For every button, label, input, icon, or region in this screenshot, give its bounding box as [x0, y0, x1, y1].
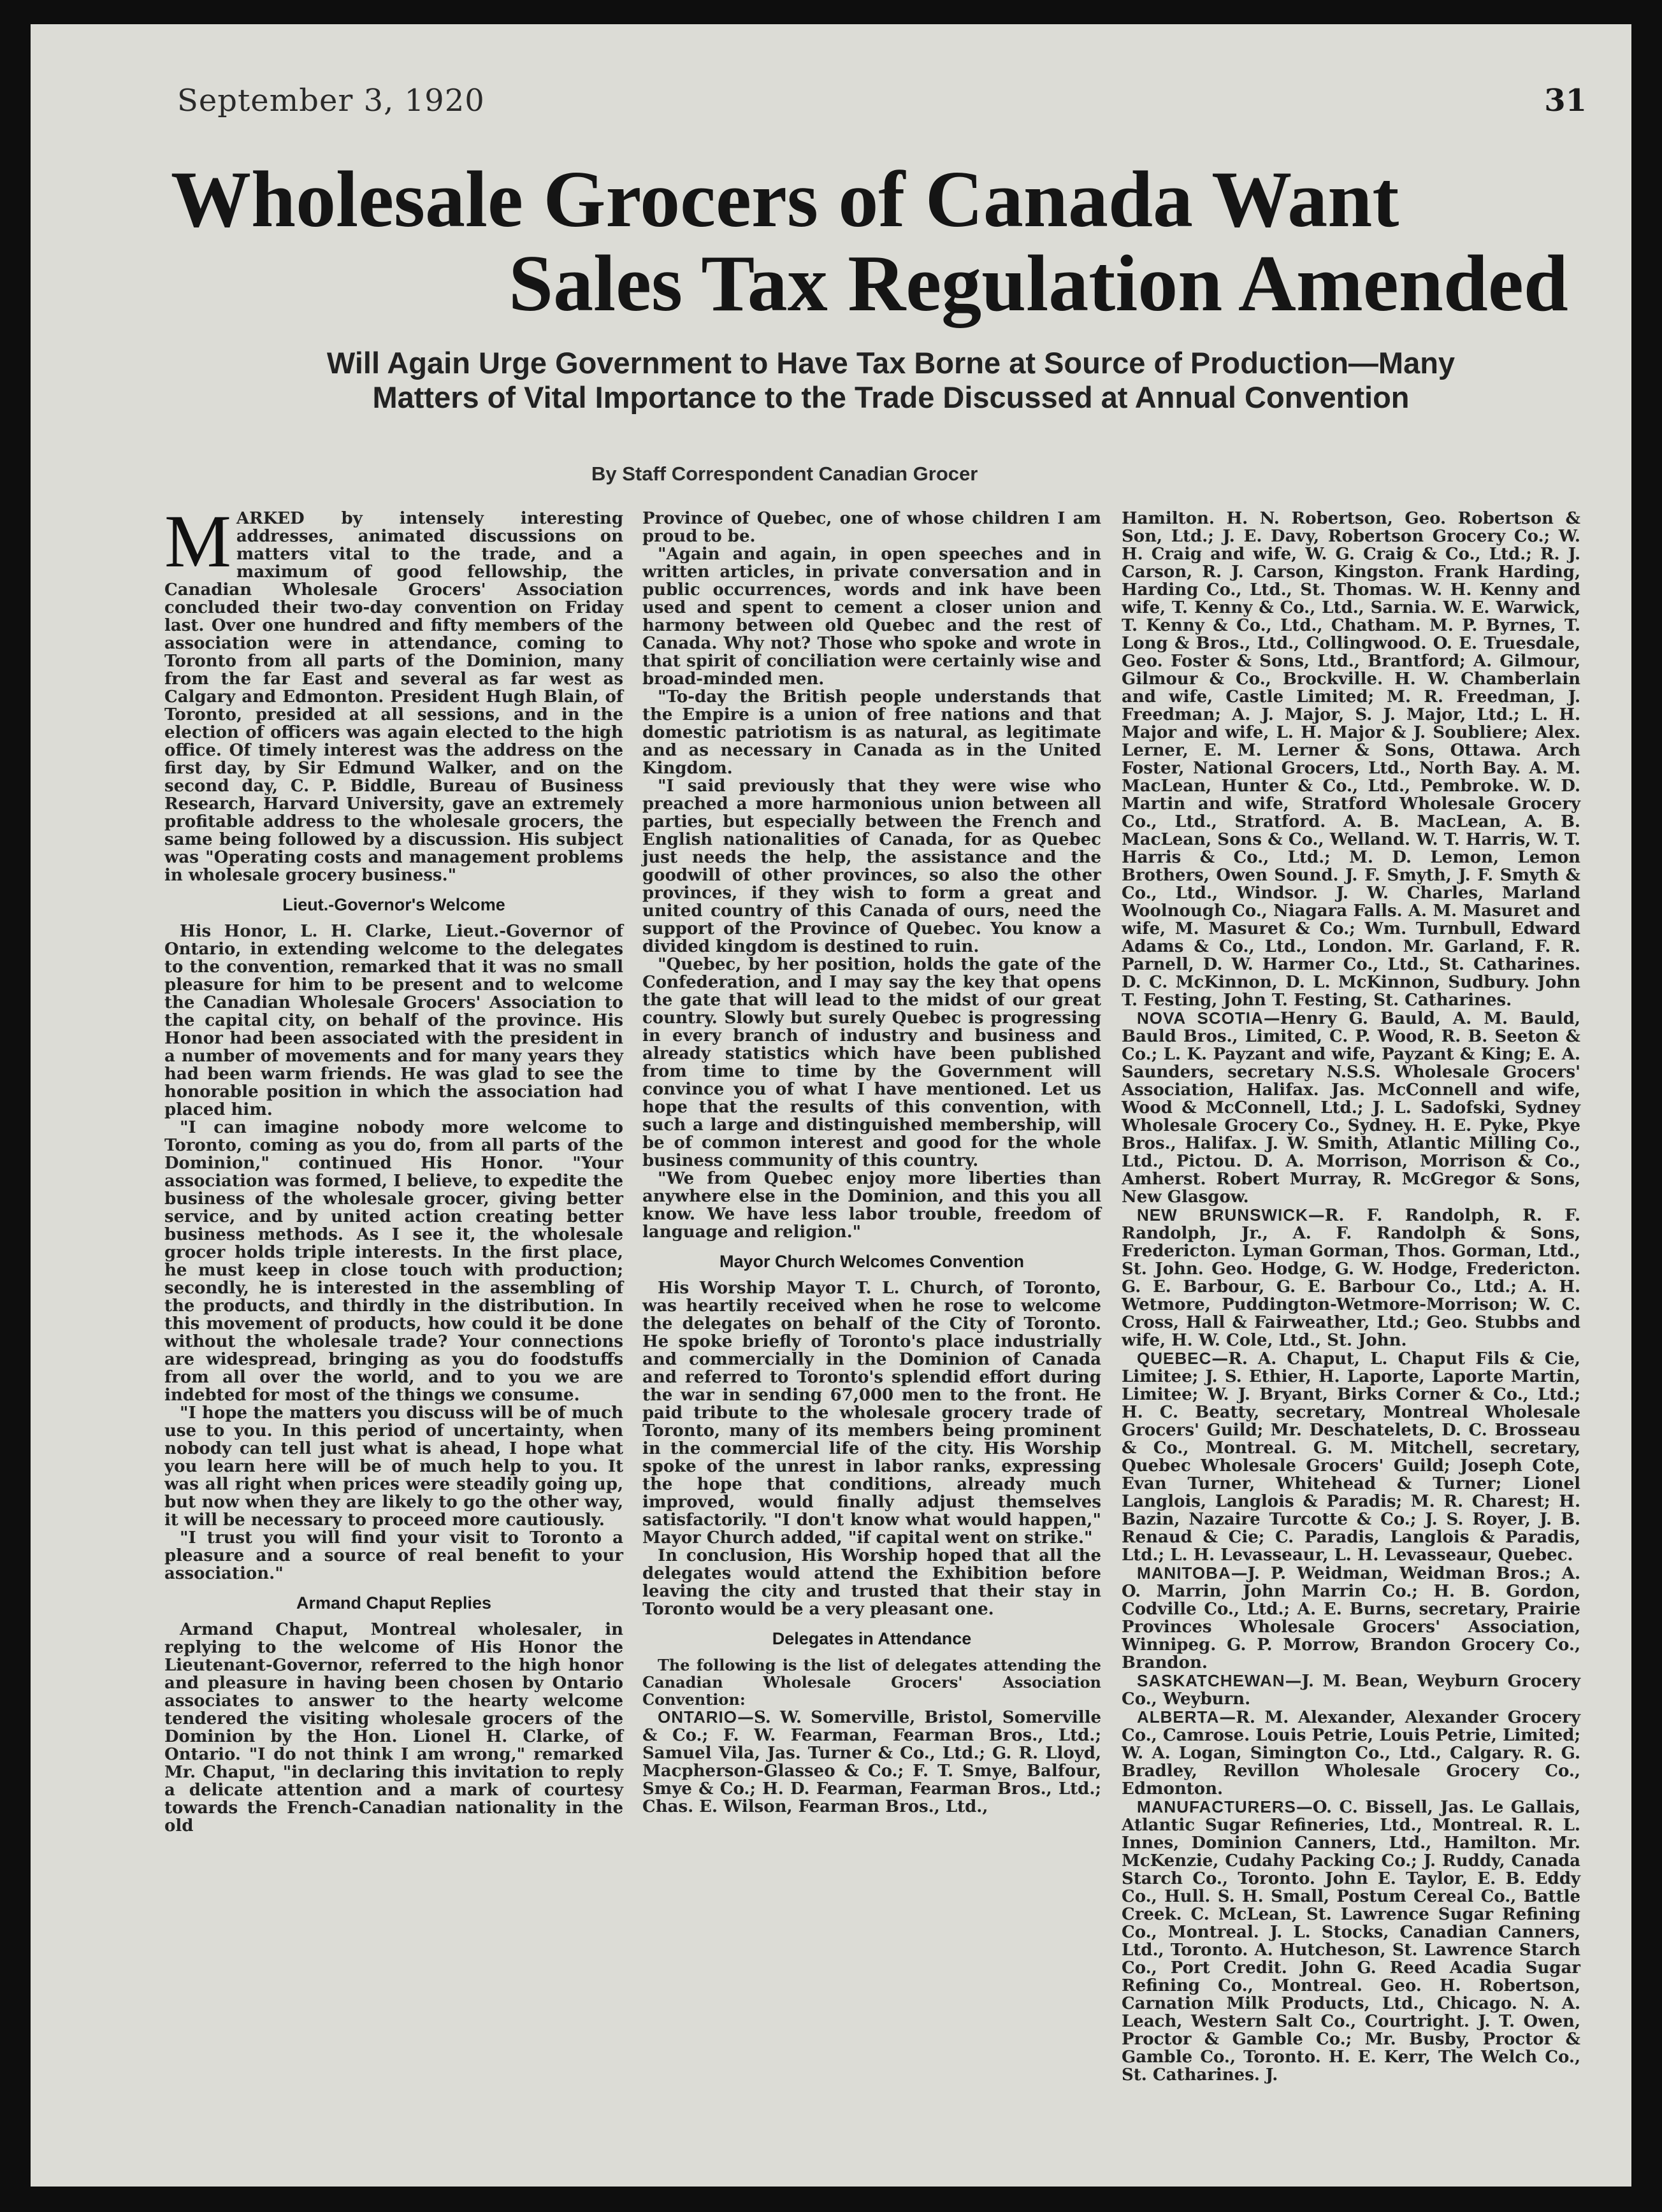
lead-text: ARKED by intensely interesting addresses, animated discussions on matters vital to the trade, and a maximum of good fellowship, the Canadian Wholesale Grocers' Association concluded their two-day convention on Friday last. Over one hundred and fifty members of the association were in attendance, coming to Toronto from all parts of the Dominion, many from the far East and several as far west as Calgary and Edmonton. President Hugh Blain, of Toronto, presided at all sessions, and in the election of officers was again elected to the high office. Of timely interest was the address on the first day, by Sir Edmund Walker, and on the second day, C. P. Biddle, Bureau of Business Research, Harvard University, gave an extremely profitable address to the wholesale grocers, the same being followed by a discussion. His subject was "Operating costs and management problems in wholesale grocery business." — [164, 509, 623, 885]
delegate-list: —R. F. Randolph, R. F. Randolph, Jr., A. F. Randolph & Sons, Fredericton. Lyman Gorman, Thos. Gorman, Ltd., St. John. Geo. Hodge, G. W. Hodge, Fredericton. G. E. Barbour, G. E. Barbour Co., Ltd.; A. H. Wetmore, Puddington-Wetmore-Morrison; W. C. Cross, Hall & Fairweather, Ltd.; Geo. Stubbs and wife, H. W. Cole, Ltd., St. John. — [1122, 1206, 1580, 1350]
province-label: MANITOBA — [1137, 1563, 1231, 1583]
paragraph: Province of Quebec, one of whose children I am proud to be. — [642, 509, 1101, 546]
province-label: ALBERTA — [1137, 1707, 1220, 1727]
page-number: 31 — [1544, 83, 1587, 118]
province-label: NEW BRUNSWICK — [1137, 1205, 1308, 1224]
paragraph: "I hope the matters you discuss will be of much use to you. In this period of uncertainty, when nobody can tell just what is ahead, I hope what you learn here will be of much help to you. It was all right when prices were steadily going up, but now when they are likely to go the other way, it will be necessary to proceed more cautiously. — [164, 1404, 623, 1530]
province-label: QUEBEC — [1137, 1349, 1212, 1368]
paragraph: "I can imagine nobody more welcome to Toronto, coming as you do, from all parts of the Dominion," continued His Honor. "Your association was formed, I believe, to expedite the business of the wholesale grocer, giving better service, and by united action creating better business methods. As I see it, the wholesale grocer holds triple interests. In the first place, he must keep in close touch with production; secondly, he is interested in the assembling of the products, and thirdly in the distribution. In this movement of products, how could it be done without the wholesale trade? Your connections are widespread, bringing as you do foodstuffs from all over the world, and to you we are indebted for most of the things we consume. — [164, 1118, 623, 1405]
delegates-quebec — [1122, 1349, 1580, 1564]
title-line-1: Wholesale Grocers of Canada Want — [171, 155, 1399, 244]
subheading-lieut-governor: Lieut.-Governor's Welcome — [282, 895, 505, 914]
article-title — [152, 155, 1617, 328]
delegate-list: Hamilton. H. N. Robertson, Geo. Robertson & Son, Ltd.; J. E. Davy, Robertson Grocery Co.; W. H. Craig and wife, W. G. Craig & Co., Ltd.; R. J. Carson, R. J. Carson, Kingston. Frank Harding, Harding Co., Ltd., St. Thomas. W. H. Kenny and wife, T. Kenny & Co., Ltd., Sarnia. W. E. Warwick, T. Kenny & Co., Ltd., Chatham. M. P. Byrnes, T. Long & Bros., Ltd., Collingwood. O. E. Truesdale, Geo. Foster & Sons, Ltd., Brantford; A. Gilmour, Gilmour & Co., Brockville. H. W. Chamberlain and wife, Castle Limited; M. R. Freedman, J. Freedman; A. J. Major, S. J. Major, Ltd.; L. H. Major and wife, L. H. Major & J. Soubliere; Alex. Lerner, E. M. Lerner & Sons, Ottawa. Arch Foster, National Grocers, Ltd., North Bay. A. M. MacLean, Hunter & Co., Ltd., Pembroke. W. D. Martin and wife, Stratford Wholesale Grocery Co., Ltd., Stratford. A. B. MacLean, A. B. MacLean, Sons & Co., Welland. W. T. Harris, W. T. Harris & Co., Ltd.; M. D. Lemon, Lemon Brothers, Owen Sound. J. F. Smyth, J. F. Smyth & Co., Ltd., Windsor. J. W. Charles, Marland Woolnough Co., Niagara Falls. A. M. Masuret and wife, M. Masuret & Co.; Wm. Turnbull, Edward Adams & Co., Ltd., London. Mr. Garland, F. R. Parnell, D. W. Harmer Co., Ltd., St. Catharines. D. C. McKinnon, D. L. McKinnon, Sudbury. John T. Festing, John T. Festing, St. Catharines. — [1122, 509, 1580, 1010]
delegate-list: —J. P. Weidman, Weidman Bros.; A. O. Marrin, John Marrin Co.; H. B. Gordon, Codville Co., Ltd.; A. E. Burns, secretary, Prairie Provinces Wholesale Grocers' Association, Winnipeg. G. P. Morrow, Brandon Grocery Co., Brandon. — [1122, 1564, 1580, 1672]
delegate-list: —O. C. Bissell, Jas. Le Gallais, Atlantic Sugar Refineries, Ltd., Montreal. R. L. Innes, Dominion Canners, Ltd., Hamilton. Mr. McKenzie, Cudahy Packing Co.; J. Ruddy, Canada Starch Co., Toronto. John E. Taylor, E. B. Eddy Co., Hull. S. H. Small, Postum Cereal Co., Battle Creek. C. McLean, St. Lawrence Sugar Refining Co., Montreal. J. L. Stocks, Canadian Canners, Ltd., Toronto. A. Hutcheson, St. Lawrence Starch Co., Port Credit. John G. Reed Acadia Sugar Refining Co., Montreal. Geo. H. Robertson, Carnation Milk Products, Ltd., Chicago. N. A. Leach, Western Salt Co., Courtright. J. T. Owen, Proctor & Gamble Co.; Mr. Busby, Proctor & Gamble Co., Toronto. H. E. Kerr, The Welch Co., St. Catharines. J. — [1122, 1798, 1580, 2085]
lead-paragraph — [164, 499, 623, 885]
delegate-list: —S. W. Somerville, Bristol, Somerville & Co.; F. W. Fearman, Fearman Bros., Ltd.; Samuel Vila, Jas. Turner & Co., Ltd.; G. R. Lloyd, Macpherson-Glasseo & Co.; F. T. Smye, Balfour, Smye & Co.; H. D. Fearman, Fearman Bros., Ltd.; Chas. E. Wilson, Fearman Bros., Ltd., — [642, 1708, 1101, 1816]
delegate-list: —Henry G. Bauld, A. M. Bauld, Bauld Bros., Limited, C. P. Wood, R. B. Seeton & Co.; L. K. Payzant and wife, Payzant & King; E. A. Saunders, secretary N.S.S. Wholesale Grocers' Association, Halifax. Jas. McConnell and wife, Wood & McConnell, Ltd.; J. L. Sadofski, Sydney Wholesale Grocery Co., Sydney. H. E. Pyke, Pkye Bros., Halifax. J. W. Smith, Atlantic Milling Co., Ltd., Pictou. D. A. Morrison, Morrison & Co., Amherst. Robert Murray, R. McGregor & Sons, New Glasgow. — [1122, 1009, 1580, 1207]
issue-date: September 3, 1920 — [177, 83, 485, 118]
drop-cap: M — [164, 499, 231, 583]
delegates-intro: The following is the list of delegates attending the Canadian Wholesale Grocers' Association Convention: — [642, 1656, 1101, 1709]
province-label: NOVA SCOTIA — [1137, 1009, 1264, 1028]
province-label: ONTARIO — [658, 1707, 737, 1727]
title-line-2: Sales Tax Regulation Amended — [509, 240, 1568, 328]
province-label: SASKATCHEWAN — [1137, 1671, 1285, 1690]
delegates-ontario — [642, 1708, 1101, 1816]
column-2 — [642, 510, 1101, 1816]
paragraph: "We from Quebec enjoy more liberties than anywhere else in the Dominion, and this you all know. We have less labor trouble, freedom of language and religion." — [642, 1169, 1101, 1242]
province-label: MANUFACTURERS — [1137, 1797, 1296, 1816]
column-3 — [1122, 510, 1580, 2084]
delegate-list: —R. M. Alexander, Alexander Grocery Co., Camrose. Louis Petrie, Louis Petrie, Limited; W. A. Logan, Simington Co., Ltd., Calgary. R. G. Bradley, Revillon Wholesale Grocery Co., Edmonton. — [1122, 1708, 1580, 1799]
delegate-list: —J. M. Bean, Weyburn Grocery Co., Weyburn. — [1122, 1672, 1580, 1709]
article-subtitle: Will Again Urge Government to Have Tax Borne at Source of Production—Many Matters of Vital Importance to the Trade Discussed at Annual Convention — [326, 346, 1456, 414]
subheading-mayor: Mayor Church Welcomes Convention — [719, 1252, 1025, 1271]
paragraph: "Quebec, by her position, holds the gate of the Confederation, and I may say the key that opens the gate that will lead to the midst of our great country. Slowly but surely Quebec is progressing in every branch of industry and business and already statistics which have been published from time to time by the Government will convince you of what I have mentioned. Let us hope that the results of this convention, with such a large and distinguished membership, will be of common interest and good for the whole business community of this country. — [642, 955, 1101, 1170]
delegates-saskatchewan — [1122, 1672, 1580, 1708]
paragraph: In conclusion, His Worship hoped that all the delegates would attend the Exhibition before leaving the city and trusted that their stay in Toronto would be a very pleasant one. — [642, 1546, 1101, 1619]
paragraph: "To-day the British people understands that the Empire is a union of free nations and that domestic patriotism is as natural, as legitimate and as necessary in Canada as in the United Kingdom. — [642, 687, 1101, 778]
byline: By Staff Correspondent Canadian Grocer — [591, 463, 978, 485]
paragraph: His Honor, L. H. Clarke, Lieut.-Governor of Ontario, in extending welcome to the delegates to the convention, remarked that it was no small pleasure for him to be present and to welcome the Canadian Wholesale Grocers' Association to the capital city, on behalf of the province. His Honor had been associated with the president in a number of movements and for many years they had been warm friends. He was glad to see the honorable position in which the association had placed him. — [164, 922, 623, 1119]
delegate-list: —R. A. Chaput, L. Chaput Fils & Cie, Limitee; J. S. Ethier, H. Laporte, Laporte Martin, Limitee; W. J. Bryant, Birks Corner & Co., Ltd.; H. C. Beatty, secretary, Montreal Wholesale Grocers' Guild; Mr. Deschatelets, D. C. Brosseau & Co., Montreal. G. M. Mitchell, secretary, Quebec Wholesale Grocers' Guild; Joseph Cote, Evan Turner, Whitehead & Turner; Lionel Langlois, Langlois & Paradis; M. R. Charest; H. Bazin, Nazaire Turcotte & Co.; J. S. Royer, J. B. Renaud & Cie; C. Paradis, Langlois & Paradis, Ltd.; L. H. Levasseaur, L. H. Levasseaur, Quebec. — [1122, 1349, 1580, 1565]
delegates-alberta — [1122, 1708, 1580, 1798]
paragraph: "I trust you will find your visit to Toronto a pleasure and a source of real benefit to your association." — [164, 1528, 623, 1583]
column-1 — [164, 499, 623, 1835]
subheading-delegates: Delegates in Attendance — [772, 1629, 972, 1648]
paragraph: "Again and again, in open speeches and in written articles, in private conversation and in public occurrences, words and ink have been used and spent to cement a closer union and harmony between old Quebec and the rest of Canada. Why not? Those who spoke and wrote in that spirit of conciliation were certainly wise and broad-minded men. — [642, 545, 1101, 689]
subheading-chaput: Armand Chaput Replies — [296, 1593, 492, 1612]
delegates-manitoba — [1122, 1564, 1580, 1672]
paragraph: "I said previously that they were wise who preached a more harmonious union between all parties, but especially between the French and English nationalities of Canada, for as Quebec just needs the help, the assistance and the goodwill of other provinces, so also the other provinces, if they wish to form a great and united country of this Canada of ours, need the support of the Province of Quebec. You know a divided kingdom is destined to ruin. — [642, 777, 1101, 956]
paragraph: Armand Chaput, Montreal wholesaler, in replying to the welcome of His Honor the Lieutenant-Governor, referred to the high honor and pleasure in having been chosen by Ontario associates to answer to the hearty welcome tendered the visiting wholesale grocers of the Dominion by the Hon. Lionel H. Clarke, of Ontario. "I do not think I am wrong," remarked Mr. Chaput, "in declaring this invitation to reply a delicate attention and a mark of courtesy towards the French-Canadian nationality in the old — [164, 1620, 623, 1835]
delegates-nova-scotia — [1122, 1009, 1580, 1206]
delegates-manufacturers — [1122, 1798, 1580, 2084]
delegates-new-brunswick — [1122, 1206, 1580, 1349]
paragraph: His Worship Mayor T. L. Church, of Toronto, was heartily received when he rose to welcome the delegates on behalf of the City of Toronto. He spoke briefly of Toronto's place industrially and commercially in the Dominion of Canada and referred to Toronto's splendid effort during the war in sending 67,000 men to the front. He paid tribute to the wholesale grocery trade of Toronto, many of its members being prominent in the commercial life of the city. His Worship spoke of the unrest in labor ranks, expressing the hope that conditions, already much improved, would finally adjust themselves satisfactorily. "I don't know what would happen," Mayor Church added, "if capital went on strike." — [642, 1279, 1101, 1548]
magazine-page — [31, 24, 1631, 2187]
